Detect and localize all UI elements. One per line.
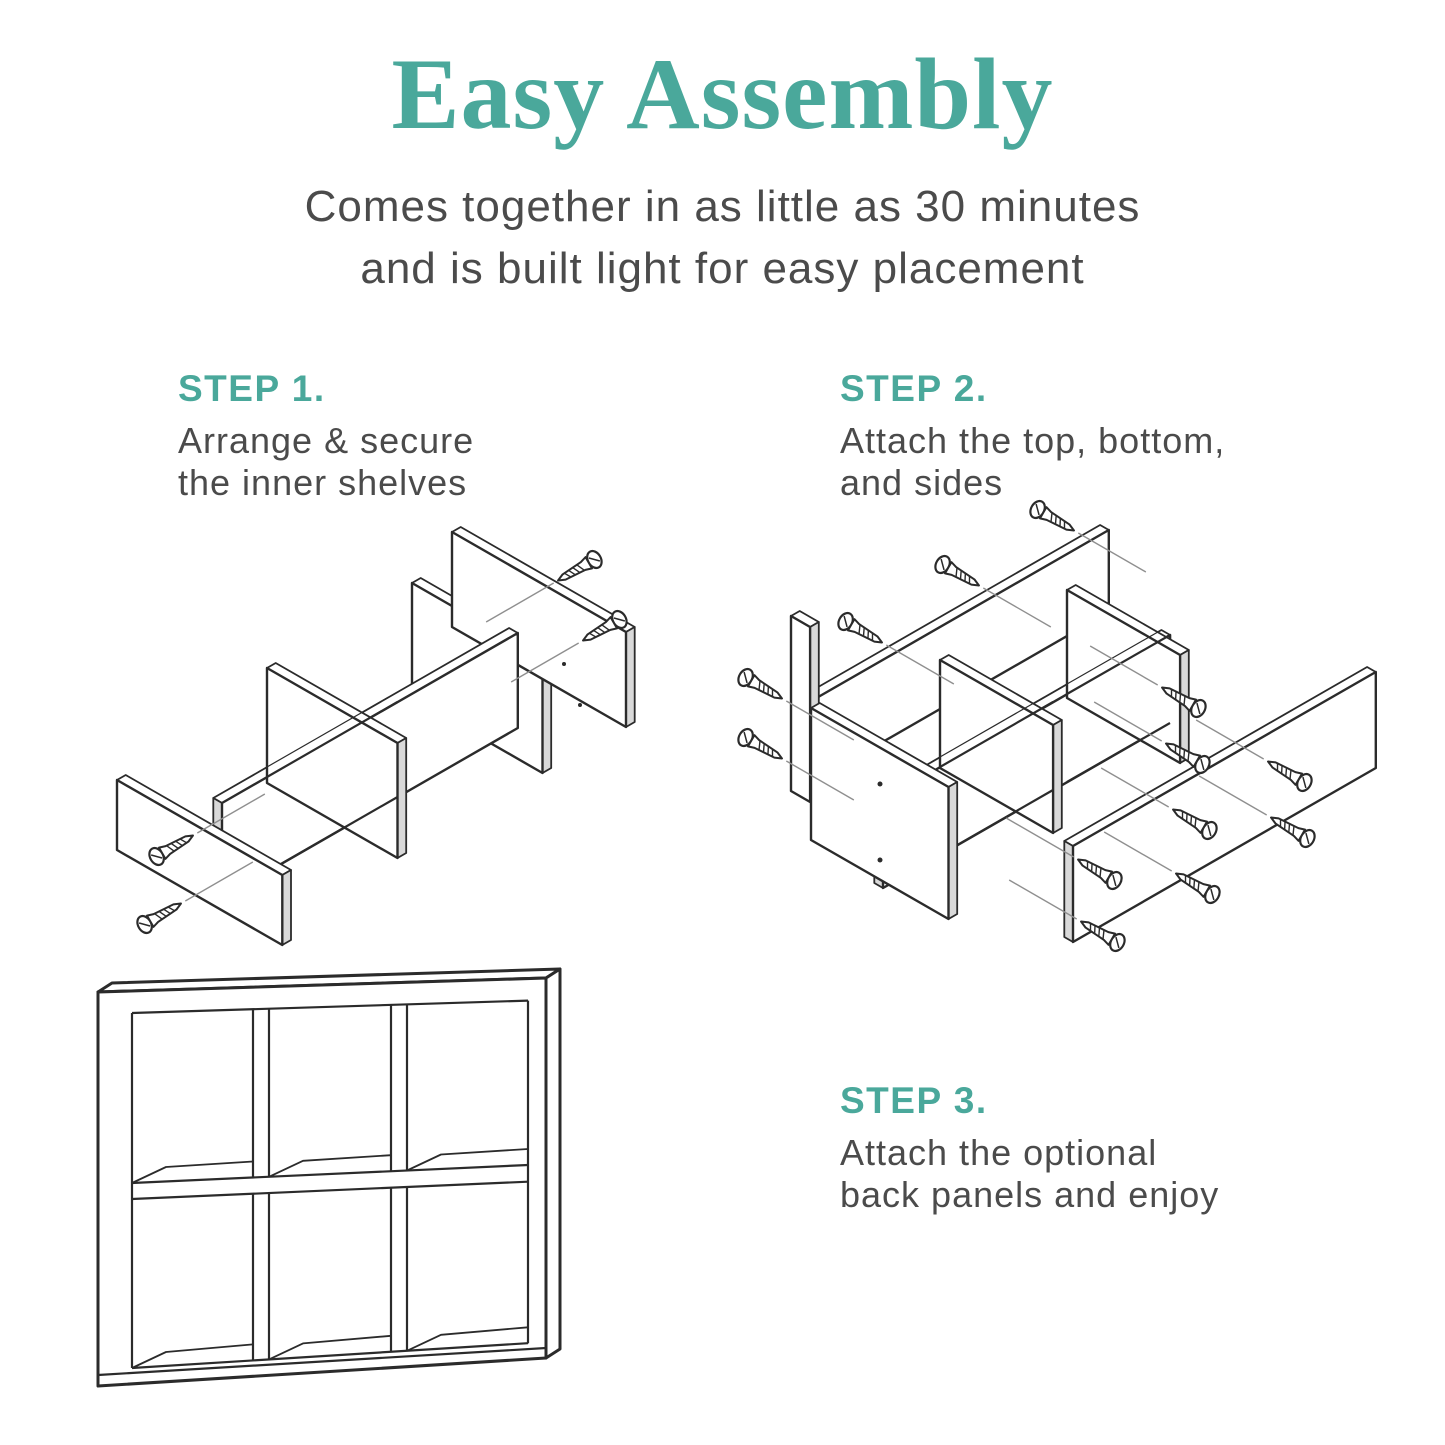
subtitle-line2: and is built light for easy placement [360,244,1085,294]
subtitle-line1: Comes together in as little as 30 minutes [304,182,1141,231]
step-2-description-line2: and sides [840,462,1004,504]
step-1-diagram-exploded-inner-shelves [92,518,658,950]
step-2-label: STEP 2. [840,368,988,409]
cabinet-body [98,969,560,1386]
assembled-six-cube-unit-diagram [80,958,580,1410]
page-title: Easy Assembly [391,38,1054,151]
step-3-label: STEP 3. [840,1080,988,1121]
step-2-description-line1: Attach the top, bottom, [840,420,1226,461]
step-1-description-line2: the inner shelves [178,462,468,504]
step-2-diagram-attach-outer-panels [735,468,1441,990]
step-3-description-line1: Attach the optional [840,1132,1158,1173]
step-1-label: STEP 1. [178,368,326,409]
step-3-description-line2: back panels and enjoy [840,1174,1220,1216]
subtitle [0,176,1445,301]
step-1-description-line1: Arrange & secure [178,420,475,461]
step-1-description [178,420,474,505]
step-3-description [840,1132,1219,1217]
